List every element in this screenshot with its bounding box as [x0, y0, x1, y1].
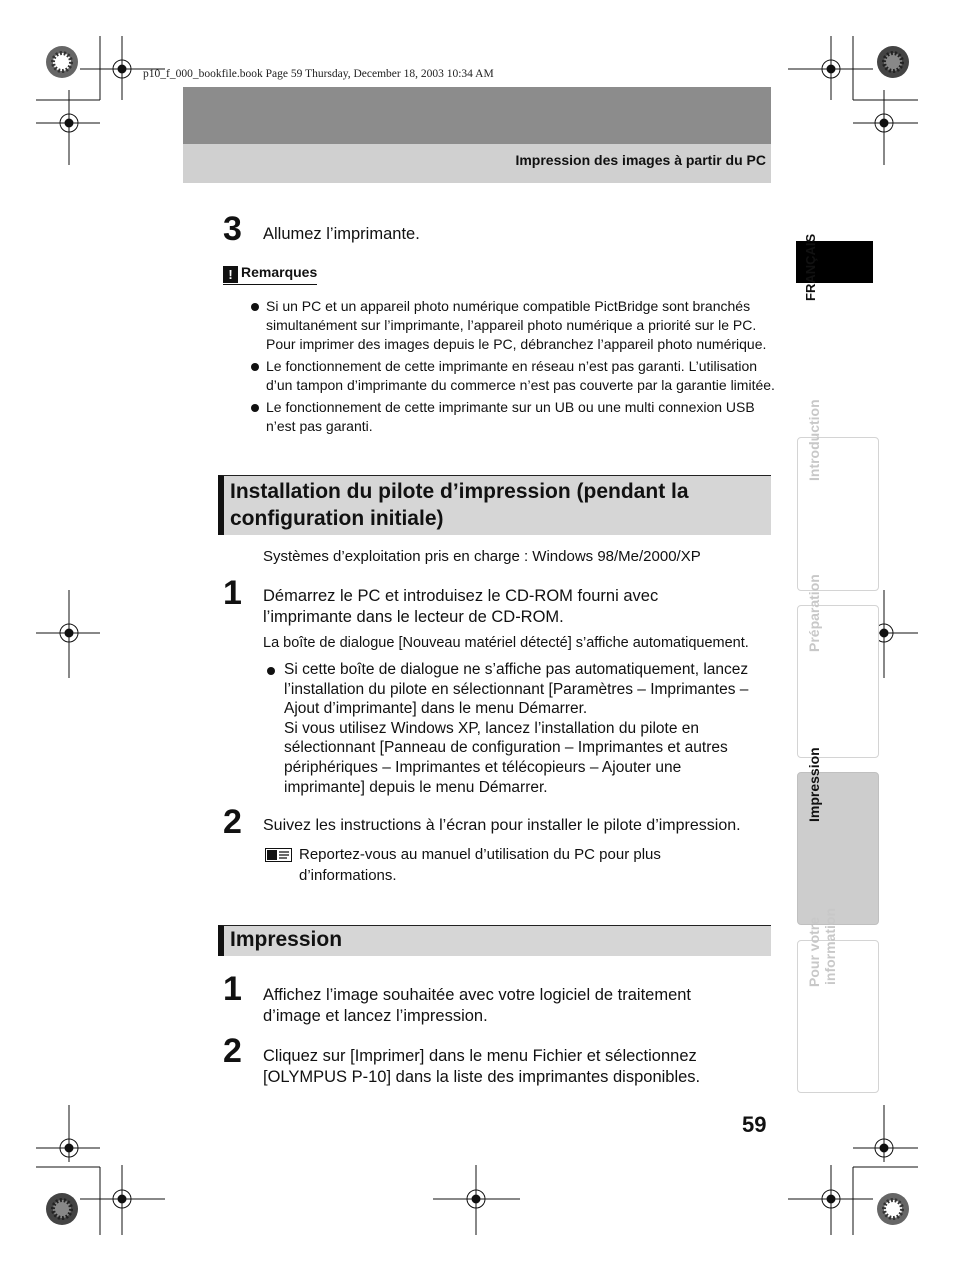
remark-item [266, 398, 755, 436]
bullet-line: sélectionnant [Panneau de configuration – Imprimantes et autres [284, 739, 728, 757]
warning-icon: ! [223, 266, 238, 283]
running-head: Impression des images à partir du PC [515, 152, 766, 168]
step-text-line: Affichez l’image souhaitée avec votre logiciel de traitement [263, 986, 692, 1004]
side-tab-preparation[interactable] [797, 574, 879, 758]
side-tab-label: Préparation [806, 574, 822, 652]
remark-line: Pour imprimer des images depuis le PC, débranchez l’appareil photo numérique. [266, 336, 767, 352]
remark-line: Si un PC et un appareil photo numérique compatible PictBridge sont branchés [266, 298, 751, 314]
header-band-dark [183, 87, 771, 144]
step-text [263, 985, 691, 1026]
page-number: 59 [742, 1112, 767, 1137]
step-number: 3 [223, 210, 242, 248]
side-tab-label: Impression [806, 747, 822, 822]
remark-item [266, 357, 775, 395]
step-number: 2 [223, 803, 242, 841]
step-text: Suivez les instructions à l’écran pour installer le pilote d’impression. [263, 817, 741, 834]
bullet-line: Si cette boîte de dialogue ne s’affiche pas automatiquement, lancez [284, 661, 749, 678]
step-number: 2 [223, 1032, 242, 1070]
step-text-line: Démarrez le PC et introduisez le CD-ROM fourni avec [263, 587, 659, 605]
remark-line: Le fonctionnement de cette imprimante sur un UB ou une multi connexion USB [266, 399, 755, 415]
reference-note [299, 845, 661, 886]
bullet-line: imprimante] depuis le menu Démarrer. [284, 778, 548, 796]
side-tab-impression[interactable] [797, 747, 879, 925]
bullet-line: Ajout d’imprimante] dans le menu Démarrer. [284, 700, 588, 718]
language-label: FRANÇAIS [803, 233, 818, 301]
bullet-icon [267, 667, 275, 675]
bullet-line: Si vous utilisez Windows XP, lancez l’installation du pilote en [284, 719, 699, 737]
side-tab-introduction[interactable] [797, 399, 879, 591]
step-bullet-text [284, 660, 748, 797]
side-tab-label: Introduction [806, 399, 822, 481]
remarks-title: Remarques [241, 264, 318, 280]
reference-line: Reportez-vous au manuel d’utilisation du PC pour plus [299, 846, 661, 863]
step-note: La boîte de dialogue [Nouveau matériel détecté] s’affiche automatiquement. [263, 635, 749, 651]
reference-line: d’informations. [299, 866, 397, 884]
step-number: 1 [223, 574, 242, 612]
reference-book-icon [265, 848, 292, 862]
side-tab-label-line2: information [822, 908, 838, 985]
remarks-heading [223, 264, 317, 285]
remark-line: simultanément sur l’imprimante, l’appareil photo numérique a priorité sur le PC. [266, 317, 757, 333]
step-text: Allumez l’imprimante. [263, 225, 420, 243]
printer-slug-line: p10_f_000_bookfile.book Page 59 Thursday, December 18, 2003 10:34 AM [143, 68, 494, 80]
section-title: Impression [230, 928, 343, 951]
section-heading-impression [218, 925, 771, 956]
side-tab-pour-votre-information[interactable] [797, 908, 879, 1093]
step-text-line: d’image et lancez l’impression. [263, 1006, 488, 1025]
step-text [263, 586, 658, 627]
bullet-icon [251, 303, 259, 311]
section-title-line: configuration initiale) [230, 507, 444, 530]
section-heading-installation [218, 475, 771, 535]
bullet-line: périphériques – Imprimantes et télécopieurs – Ajouter une [284, 758, 682, 776]
step-text-line: l’imprimante dans le lecteur de CD-ROM. [263, 607, 564, 626]
bullet-icon [251, 363, 259, 371]
side-tab-label-line1: Pour votre [806, 916, 822, 987]
bullet-icon [251, 404, 259, 412]
remark-line: Le fonctionnement de cette imprimante en réseau n’est pas garanti. L’utilisation [266, 358, 758, 374]
step-text-line: [OLYMPUS P-10] dans la liste des imprimantes disponibles. [263, 1067, 701, 1086]
supported-os-line: Systèmes d’exploitation pris en charge : Windows 98/Me/2000/XP [263, 548, 701, 565]
step-text [263, 1046, 700, 1087]
step-text-line: Cliquez sur [Imprimer] dans le menu Fichier et sélectionnez [263, 1047, 697, 1065]
remark-line: d’un tampon d’imprimante du commerce n’est pas couverte par la garantie limitée. [266, 377, 775, 393]
bullet-line: l’installation du pilote en sélectionnant [Paramètres – Imprimantes – [284, 680, 749, 698]
remark-line: n’est pas garanti. [266, 418, 373, 434]
section-title-line: Installation du pilote d’impression (pendant la [230, 480, 689, 503]
step-number: 1 [223, 970, 242, 1008]
remark-item [266, 297, 766, 354]
